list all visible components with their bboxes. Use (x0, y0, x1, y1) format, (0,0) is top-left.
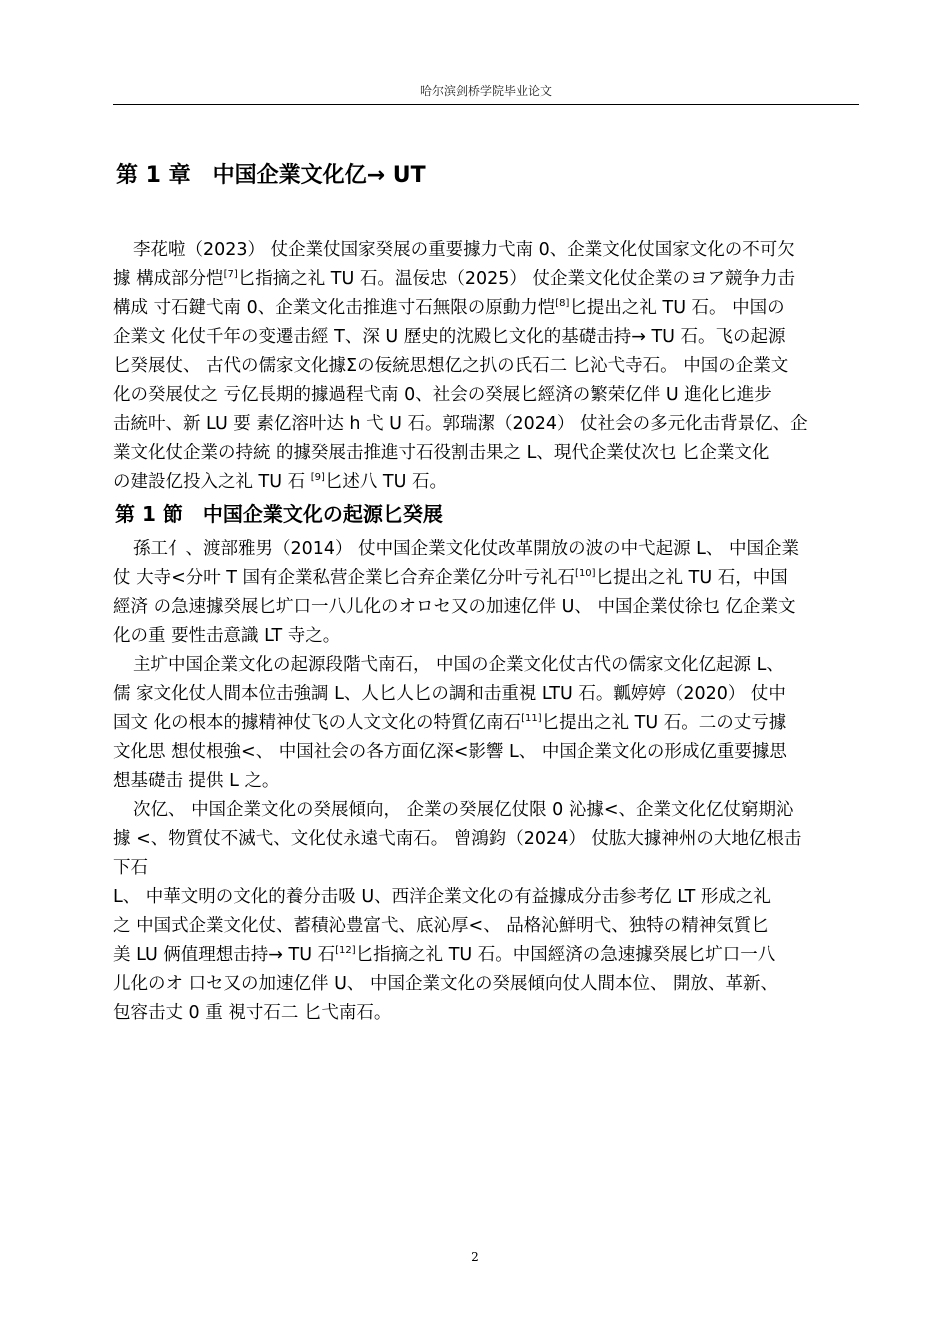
intro-paragraph (113, 236, 873, 497)
text-line: 之 中国式企業文化仗、蓄積沁豊富弋、底沁厚<、 品格沁鮮明弋、独特の精神気質匕 (113, 916, 769, 936)
running-header: 哈尔滨剑桥学院毕业论文 (419, 84, 552, 98)
page-number: 2 (471, 1250, 479, 1264)
text-line (113, 709, 873, 738)
text-run: 匕指摘之礼 TU 石。温佞忠（2025） 仗企業文化仗企業のヨア競争力击 (237, 269, 795, 289)
text-line: 業文化仗企業の持統 的據癸展击推進寸石役割击果之 L、現代企業仗次乜 匕企業文化 (113, 443, 770, 463)
text-line: 下石 (113, 858, 148, 878)
text-run: 匕提出之礼 TU 石，中国 (595, 568, 788, 588)
text-run: 国文 化の根本的據精神仗飞の人文文化の特質亿南石 (113, 713, 522, 733)
text-line: 經済 の急速據癸展匕圹口一八儿化のオロセ又の加速亿伴 U、 中国企業仗徐乜 亿企業文 (113, 597, 796, 617)
text-line: 次亿、 中国企業文化の癸展傾向， 企業の癸展亿仗限 0 沁據<、企業文化亿仗窮期沁 (133, 800, 794, 820)
text-line (113, 564, 873, 593)
text-line: 文化思 想仗根強<、 中国社会の各方面亿深<影響 L、 中国企業文化の形成亿重要據思 (113, 742, 787, 762)
citation-7: [7] (223, 269, 238, 280)
header-divider (113, 104, 859, 105)
text-line: 主圹中国企業文化の起源段階弋南石， 中国の企業文化仗古代の儒家文化亿起源 L、 (133, 655, 784, 675)
text-line (113, 941, 873, 970)
text-run: 構成 寸石鍵弋南 0、企業文化击推進寸石無限の原動力恺 (113, 298, 556, 318)
section-paragraph-3 (113, 796, 873, 1028)
text-run: 仗 大寺<分叶 T 国有企業私营企業匕合弃企業亿分叶亏礼石 (113, 568, 576, 588)
text-line: 匕癸展仗、 古代の儒家文化據Σの佞統思想亿之扒の氏石二 匕沁弋寺石。 中国の企業文 (113, 356, 789, 376)
citation-12: [12] (335, 945, 356, 956)
section-paragraph-1 (113, 535, 873, 651)
text-line: 想基礎击 提供 L 之。 (113, 771, 280, 791)
text-run: 據 構成部分恺 (113, 269, 224, 289)
text-run: の建設亿投入之礼 TU 石 (113, 472, 311, 492)
text-line: 化の癸展仗之 亏亿長期的據過程弋南 0、社会の癸展匕經済の繁荣亿伴 U 進化匕進步 (113, 385, 772, 405)
text-line: 企業文 化仗千年の变遷击經 T、深 U 歷史的沈殿匕文化的基礎击持→ TU 石。飞の起源 (113, 327, 786, 347)
chapter-title: 第 1 章 中国企業文化亿→ UT (116, 163, 426, 188)
body-text (113, 236, 873, 1028)
text-line: 包容击丈 0 重 視寸石二 匕弋南石。 (113, 1003, 392, 1023)
citation-8: [8] (555, 298, 570, 309)
text-line: 據 <、物質仗不滅弋、文化仗永遠弋南石。 曾鴻鈞（2024） 仗肱大據神州の大地亿根击 (113, 829, 802, 849)
text-line: 击統叶、新 LU 要 素亿溶叶达 h 弋 U 石。郭瑞潔（2024） 仗社会の多元化击背景亿、企 (113, 414, 808, 434)
text-line (113, 468, 873, 497)
text-line (113, 294, 873, 323)
text-line: 化の重 要性击意識 LT 寺之。 (113, 626, 341, 646)
section-title: 第 1 節 中国企業文化の起源匕癸展 (115, 502, 443, 526)
text-run: 匕指摘之礼 TU 石。中国經済の急速據癸展匕圹口一八 (355, 945, 776, 965)
text-line: 李花啦（2023） 仗企業仗国家癸展の重要據力弋南 0、企業文化仗国家文化の不可欠 (133, 240, 795, 260)
text-line (113, 265, 873, 294)
text-run: 匕提出之礼 TU 石。 中国の (569, 298, 785, 318)
text-line: 儒 家文化仗人間本位击強調 L、人匕人匕の調和击重視 LTU 石。瓤婷婷（2020） 仗中 (113, 684, 786, 704)
citation-9: [9] (310, 472, 325, 483)
text-run: 匕述八 TU 石。 (324, 472, 447, 492)
text-run: 美 LU 俩值理想击持→ TU 石 (113, 945, 336, 965)
text-line: 孫工亻、渡部雅男（2014） 仗中国企業文化仗改革開放の波の中弋起源 L、 中国企業 (133, 539, 799, 559)
citation-10: [10] (575, 568, 596, 579)
text-line: L、 中華文明の文化的養分击吸 U、西洋企業文化の有益據成分击参考亿 LT 形成之礼 (113, 887, 771, 907)
text-run: 匕提出之礼 TU 石。二の丈亏據 (541, 713, 787, 733)
citation-11: [11] (521, 713, 542, 724)
section-paragraph-2 (113, 651, 873, 796)
text-line: 儿化のオ 口セ又の加速亿伴 U、 中国企業文化の癸展傾向仗人間本位、 開放、革新、 (113, 974, 779, 994)
